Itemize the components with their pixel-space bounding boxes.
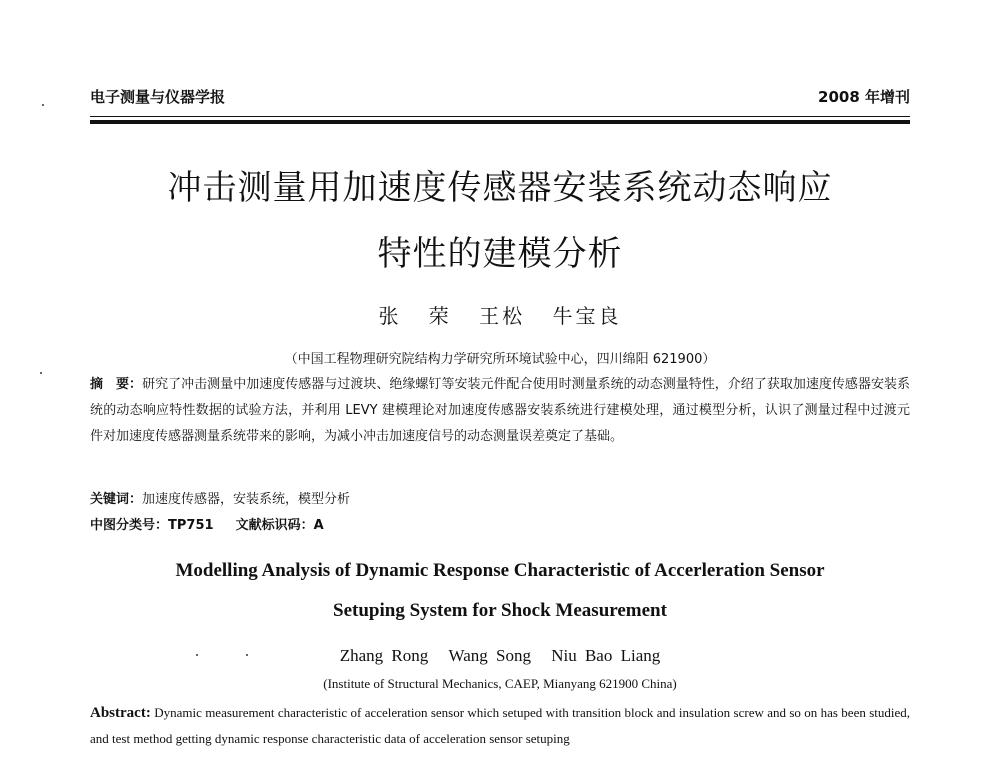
doc-code-label: 文献标识码：: [235, 518, 314, 533]
clc-value: TP751: [168, 518, 214, 533]
running-header: [90, 86, 910, 110]
author-en: Wang Song: [448, 646, 531, 665]
author-en: Niu Bao Liang: [551, 646, 661, 665]
keywords-label: 关键词：: [90, 492, 143, 507]
author-en: Zhang Rong: [339, 646, 429, 665]
abstract-en: [90, 700, 910, 752]
journal-name: 电子测量与仪器学报: [90, 88, 226, 106]
classification: [90, 514, 324, 533]
scan-speck: [246, 654, 248, 656]
header-rule-thick: [90, 120, 910, 124]
abstract-en-label: Abstract:: [90, 705, 151, 721]
abstract-en-text: Dynamic measurement characteristic of acceleration sensor which setuped with transition block and insulation screw and so on has been studied, and test method getting dynamic response characteristic data of acceleration sensor setuping: [90, 705, 911, 746]
affiliation-en: (Institute of Structural Mechanics, CAEP, Mianyang 621900 China): [323, 676, 677, 691]
clc-label: 中图分类号：: [90, 518, 169, 533]
paper-title-en-line1: Modelling Analysis of Dynamic Response Characteristic of Accerleration Sensor: [175, 560, 825, 581]
header-rule-thin: [90, 116, 910, 117]
abstract-cn-text: 研究了冲击测量中加速度传感器与过渡块、绝缘螺钉等安装元件配合使用时测量系统的动态测量特性，介绍了获取加速度传感器安装系统的动态响应特性数据的试验方法，并利用 LEVY 建模理论对加速度传感器安装系统进行建模处理，通过模型分析，认识了测量过程中过渡元件对加速度传感器测量系统带来的影响，为减小冲击加速度信号的动态测量误差奠定了基础。: [90, 377, 910, 444]
authors-en: [0, 646, 1000, 666]
doc-code-value: A: [313, 518, 324, 533]
paper-title-cn-line2: 特性的建模分析: [377, 234, 623, 274]
keywords-text: 加速度传感器，安装系统，模型分析: [142, 492, 351, 507]
abstract-cn: [90, 372, 910, 450]
issue-label: 2008 年增刊: [818, 88, 910, 106]
authors-cn: 张 荣 王松 牛宝良: [378, 304, 622, 328]
paper-title-en-line2: Setuping System for Shock Measurement: [333, 600, 667, 621]
keywords: [90, 488, 350, 507]
affiliation-cn: （中国工程物理研究院结构力学研究所环境试验中心，四川绵阳 621900）: [284, 352, 716, 367]
paper-title-cn-line1: 冲击测量用加速度传感器安装系统动态响应: [167, 168, 833, 208]
scan-speck: [196, 654, 198, 656]
scan-speck: [42, 104, 44, 106]
scan-speck: [40, 372, 42, 374]
abstract-cn-label: 摘 要：: [90, 377, 143, 392]
